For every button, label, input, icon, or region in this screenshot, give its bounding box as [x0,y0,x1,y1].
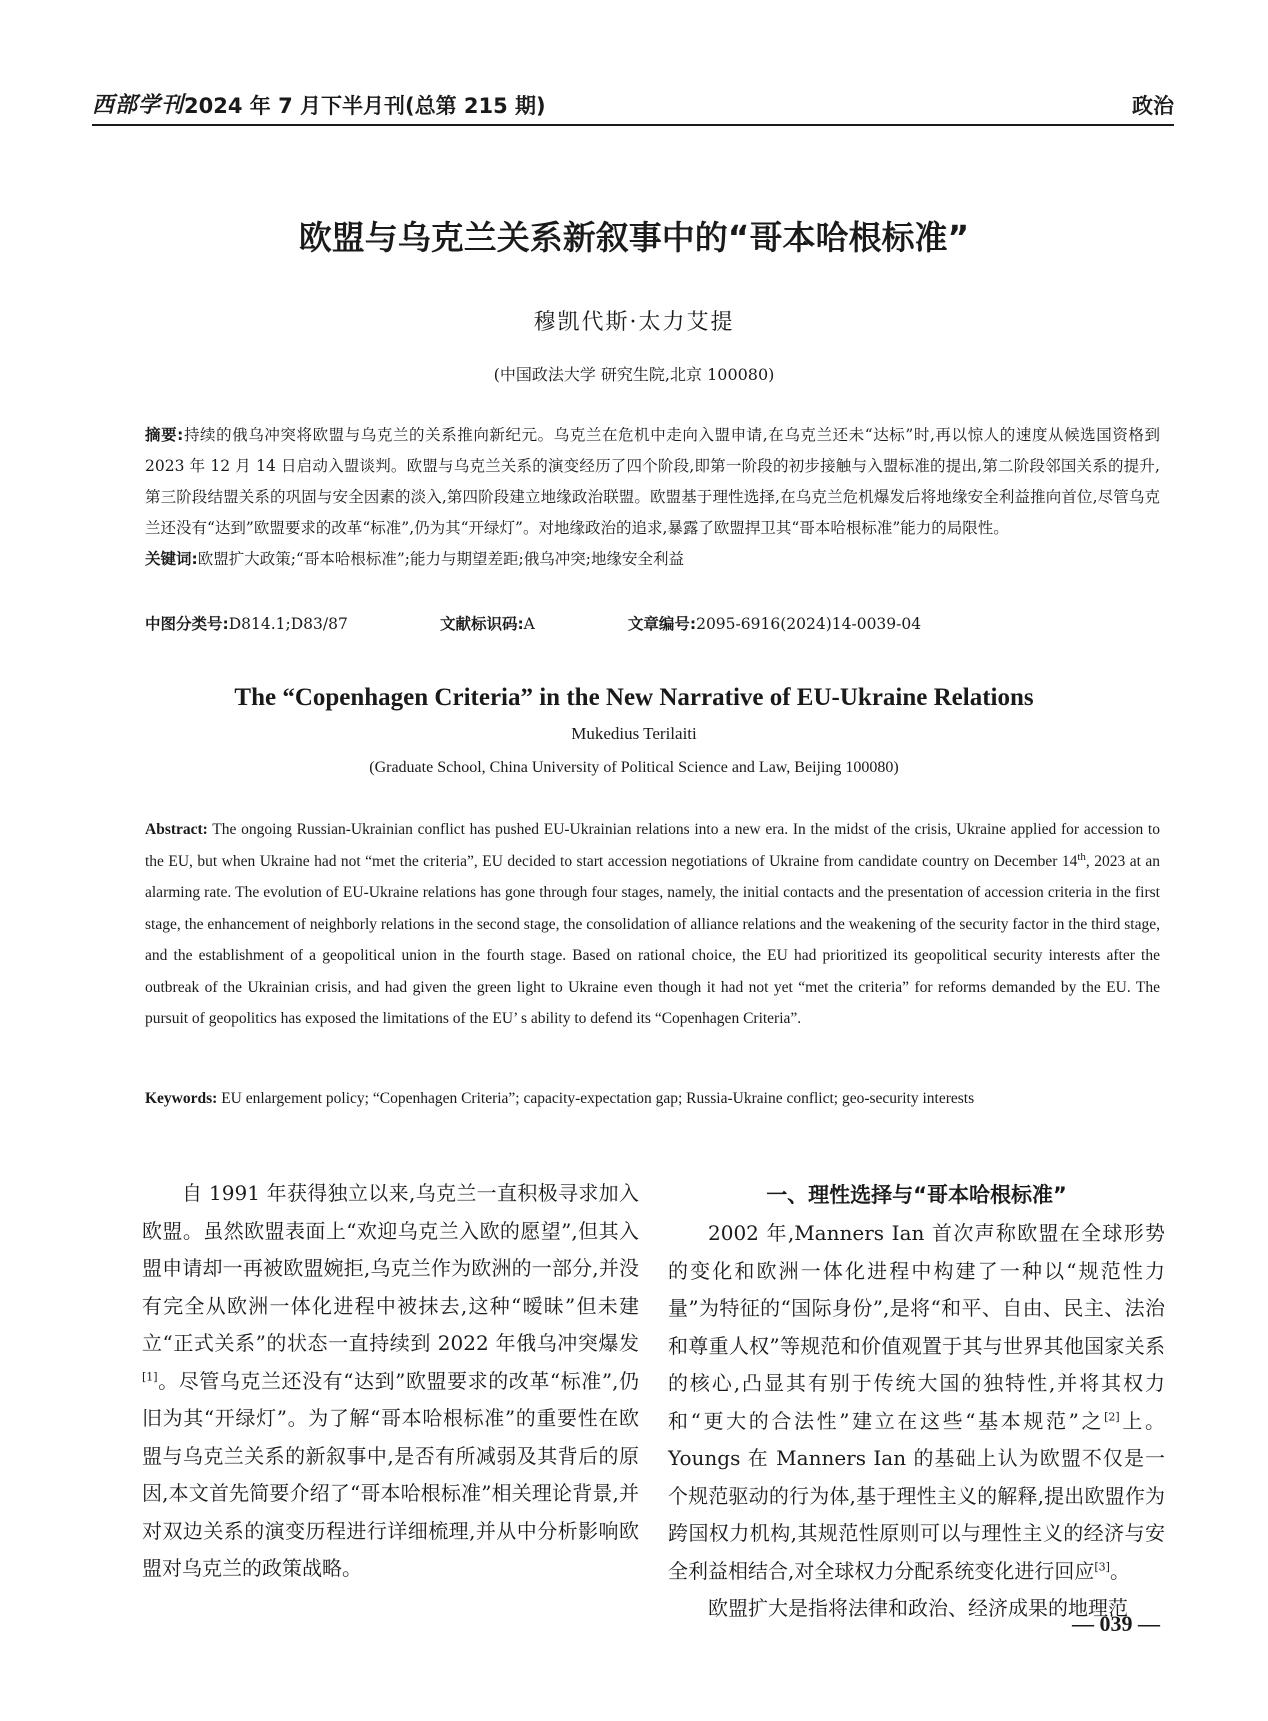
abstract-chinese [145,420,1160,575]
journal-logo: 西部学刊 [92,92,185,118]
keywords-chinese [145,544,1160,575]
running-header [92,88,1174,126]
section-heading: 一、理性选择与“哥本哈根标准” [766,1183,1067,1207]
ordinal-suffix: th [1077,850,1086,863]
article-number [628,612,921,634]
abstract-english [145,814,1160,1035]
classification-row [145,612,1160,634]
citation-ref: [1] [142,1369,158,1383]
clc-value: D814.1;D83/87 [228,615,348,633]
abstract-en-label: Abstract: [145,821,208,838]
title-chinese: 欧盟与乌克兰关系新叙事中的“哥本哈根标准” [298,218,970,257]
body-paragraph [668,1215,1165,1590]
section-name: 政治 [1132,94,1174,118]
abstract-text: 持续的俄乌冲突将欧盟与乌克兰的关系推向新纪元。乌克兰在危机中走向入盟申请,在乌克兰还未“达标”时,再以惊人的速度从候选国资格到 2023 年 12 月 14 日启动入盟谈判。欧盟与乌克兰关系的演变经历了四个阶段,即第一阶段的初步接触与入盟标准的提出,第二阶段邻国关系的提升,第三阶段结盟关系的巩固与安全因素的淡入,第四阶段建立地缘政治联盟。欧盟基于理性选择,在乌克兰危机爆发后将地缘安全利益推向首位,尽管乌克兰还没有“达到”欧盟要求的改革“标准”,仍为其“开绿灯”。对地缘政治的追求,暴露了欧盟捍卫其“哥本哈根标准”能力的局限性。 [145,426,1160,537]
doc-value: A [523,615,535,633]
author-english: Mukedius Terilaiti [571,724,697,743]
body-paragraph [142,1175,639,1588]
citation-ref: [2] [1104,1409,1120,1423]
affiliation-english: (Graduate School, China University of Political Science and Law, Beijing 100080) [369,759,899,776]
body-text: 上。Youngs 在 Manners Ian 的基础上认为欧盟不仅是一个规范驱动的行为体,基于理性主义的解释,提出欧盟作为跨国权力机构,其规范性原则可以与理性主义的经济与安全利益相结合,对全球权力分配系统变化进行回应 [668,1408,1165,1583]
clc-number [145,612,435,634]
body-column-right [668,1175,1165,1628]
keywords-en-text: EU enlargement policy; “Copenhagen Criteria”; capacity-expectation gap; Russia-Ukraine conflict; geo-security interests [217,1090,975,1107]
body-column-left [142,1175,639,1588]
doc-label: 文献标识码: [439,615,524,633]
body-paragraph: 欧盟扩大是指将法律和政治、经济成果的地理范 [708,1596,1128,1620]
document-code [440,612,623,634]
body-text: 2002 年,Manners Ian 首次声称欧盟在全球形势的变化和欧洲一体化进程中构建了一种以“规范性力量”为特征的“国际身份”,是将“和平、自由、民主、法治和尊重人权”等规范和价值观置于其与世界其他国家关系的核心,凸显其有别于传统大国的独特性,并将其权力和“更大的合法性”建立在这些“基本规范”之 [668,1221,1165,1433]
clc-label: 中图分类号: [145,615,229,633]
issue-info: 2024 年 7 月下半月刊(总第 215 期) [184,94,546,118]
abstract-chinese-paragraph [145,420,1160,544]
article-value: 2095-6916(2024)14-0039-04 [696,615,922,633]
title-english: The “Copenhagen Criteria” in the New Narrative of EU-Ukraine Relations [234,684,1034,711]
keywords-english [145,1083,1160,1114]
keywords-text: 欧盟扩大政策;“哥本哈根标准”;能力与期望差距;俄乌冲突;地缘安全利益 [197,550,684,568]
abstract-en-text-1: The ongoing Russian-Ukrainian conflict has pushed EU-Ukrainian relations into a new era. In the midst of the crisis, Ukraine applied for accession to the EU, but when Ukraine had not “met the criteria”, EU decided to start accession negotiations of Ukraine from candidate country on December 14 [145,821,1160,870]
page-number: — 039 — [1072,1611,1160,1636]
citation-ref: [3] [1094,1559,1110,1573]
keywords-label: 关键词: [145,550,198,568]
affiliation-chinese: (中国政法大学 研究生院,北京 100080) [493,365,775,384]
body-text: 。 [1109,1558,1130,1583]
abstract-en-text-2: , 2023 at an alarming rate. The evolution of EU-Ukraine relations has gone through four stages, namely, the initial contacts and the presentation of accession criteria in the first stage, the enhancement of neighborly relations in the second stage, the consolidation of alliance relations and the weakening of the security factor in the third stage, and the establishment of a geopolitical union in the fourth stage. Based on rational choice, the EU had prioritized its geopolitical security interests after the outbreak of the Ukrainian crisis, and had given the green light to Ukraine even though it had not yet “met the criteria” for reforms demanded by the EU. The pursuit of geopolitics has exposed the limitations of the EU’ s ability to defend its “Copenhagen Criteria”. [145,852,1160,1027]
body-text: 自 1991 年获得独立以来,乌克兰一直积极寻求加入欧盟。虽然欧盟表面上“欢迎乌克兰入欧的愿望”,但其入盟申请却一再被欧盟婉拒,乌克兰作为欧洲的一部分,并没有完全从欧洲一体化进程中被抹去,这种“暧昧”但未建立“正式关系”的状态一直持续到 2022 年俄乌冲突爆发 [142,1181,639,1355]
keywords-en-label: Keywords: [145,1090,218,1107]
abstract-label: 摘要: [145,426,184,444]
article-label: 文章编号: [627,615,697,633]
body-text: 。尽管乌克兰还没有“达到”欧盟要求的改革“标准”,仍旧为其“开绿灯”。为了解“哥本哈根标准”的重要性在欧盟与乌克兰关系的新叙事中,是否有所减弱及其背后的原因,本文首先简要介绍了“哥本哈根标准”相关理论背景,并对双边关系的演变历程进行详细梳理,并从中分析影响欧盟对乌克兰的政策战略。 [142,1368,639,1580]
author-chinese: 穆凯代斯·太力艾提 [533,310,735,335]
